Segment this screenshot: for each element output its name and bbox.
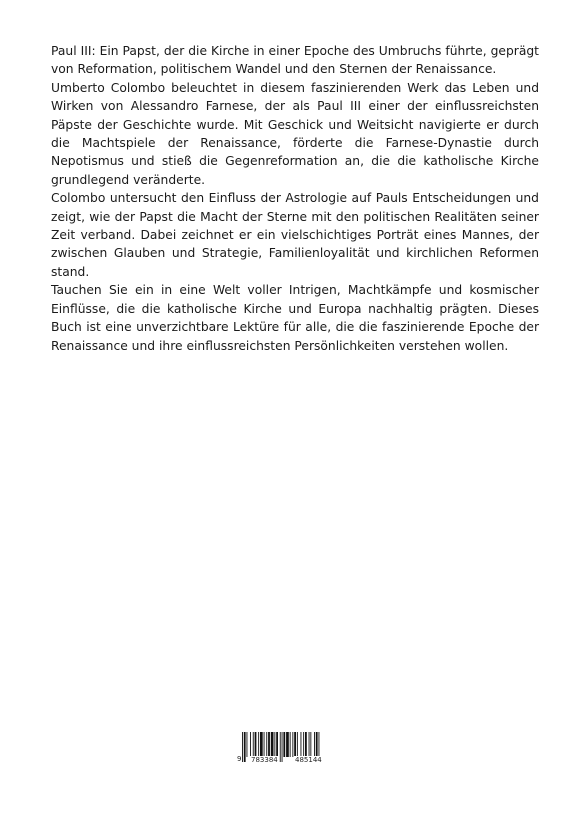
barcode-lead-digit: 9 bbox=[237, 755, 242, 763]
barcode-bar bbox=[268, 732, 270, 757]
blurb-paragraph-intro: Paul III: Ein Papst, der die Kirche in einer Epoche des Umbruchs führte, geprägt von Reformation, politischem Wandel und den Sternen der Renaissance. bbox=[51, 44, 539, 77]
barcode-bar bbox=[319, 732, 320, 757]
blurb-paragraph-astrology: Colombo untersucht den Einfluss der Astrologie auf Pauls Entscheidungen und zeigt, wie der Papst die Macht der Sterne mit den politischen Realitäten seiner Zeit verband. Dabei zeichnet er ein vielschichtiges Porträt eines Mannes, der zwischen Glauben und Strategie, Familienloyalität und kirchlichen Reformen stand. bbox=[51, 191, 539, 279]
barcode-bar bbox=[310, 732, 311, 757]
barcode-bar bbox=[264, 732, 265, 757]
barcode-bar bbox=[314, 732, 315, 757]
barcode-bar bbox=[260, 732, 263, 757]
barcode-bar bbox=[301, 732, 302, 757]
barcode-bar bbox=[271, 732, 274, 757]
barcode-bar bbox=[255, 732, 257, 757]
barcode-bar bbox=[286, 732, 289, 757]
barcode-bar bbox=[290, 732, 291, 757]
barcode-bar bbox=[309, 732, 310, 757]
barcode-bar bbox=[316, 732, 318, 757]
barcode-bar bbox=[247, 732, 248, 757]
barcode-bar bbox=[253, 732, 254, 757]
barcode-bar bbox=[276, 732, 278, 757]
barcode-bar bbox=[283, 732, 285, 757]
barcode-bar bbox=[274, 732, 275, 757]
barcode-bar bbox=[282, 732, 283, 762]
barcode-bar bbox=[297, 732, 298, 757]
blurb-paragraph-author: Umberto Colombo beleuchtet in diesem faszinierenden Werk das Leben und Wirken von Alessandro Farnese, der als Paul III einer der einflussreichsten Päpste der Geschichte wurde. Mit Geschick und Weitsicht navigierte er durch die Machtspiele der Renaissance, förderte die Farnese-Dynastie durch Nepotismus und stieß die Gegenreformation an, die die katholische Kirche grundlegend veränderte. bbox=[51, 80, 539, 187]
barcode-left-digits: 783384 bbox=[251, 756, 278, 764]
barcode-bar bbox=[258, 732, 259, 757]
blurb-paragraph-closing: Tauchen Sie ein in eine Welt voller Intrigen, Machtkämpfe und kosmischer Einflüsse, die die katholische Kirche und Europa nachhaltig prägten. Dieses Buch ist eine unverzichtbare Lektüre für alle, die die faszinierende Epoche der Renaissance und ihre einflussreichsten Persönlichkeiten verstehen wollen. bbox=[51, 283, 539, 353]
barcode-bar bbox=[244, 732, 246, 762]
barcode-bar bbox=[280, 732, 281, 762]
barcode-bar bbox=[305, 732, 307, 757]
barcode-bar bbox=[266, 732, 267, 757]
isbn-barcode bbox=[236, 731, 342, 769]
blurb-text bbox=[51, 42, 539, 355]
barcode-bar bbox=[250, 732, 251, 757]
barcode-bar bbox=[303, 732, 304, 757]
barcode-bar bbox=[292, 732, 293, 757]
barcode-bar bbox=[294, 732, 296, 757]
barcode-right-digits: 485144 bbox=[295, 756, 322, 764]
